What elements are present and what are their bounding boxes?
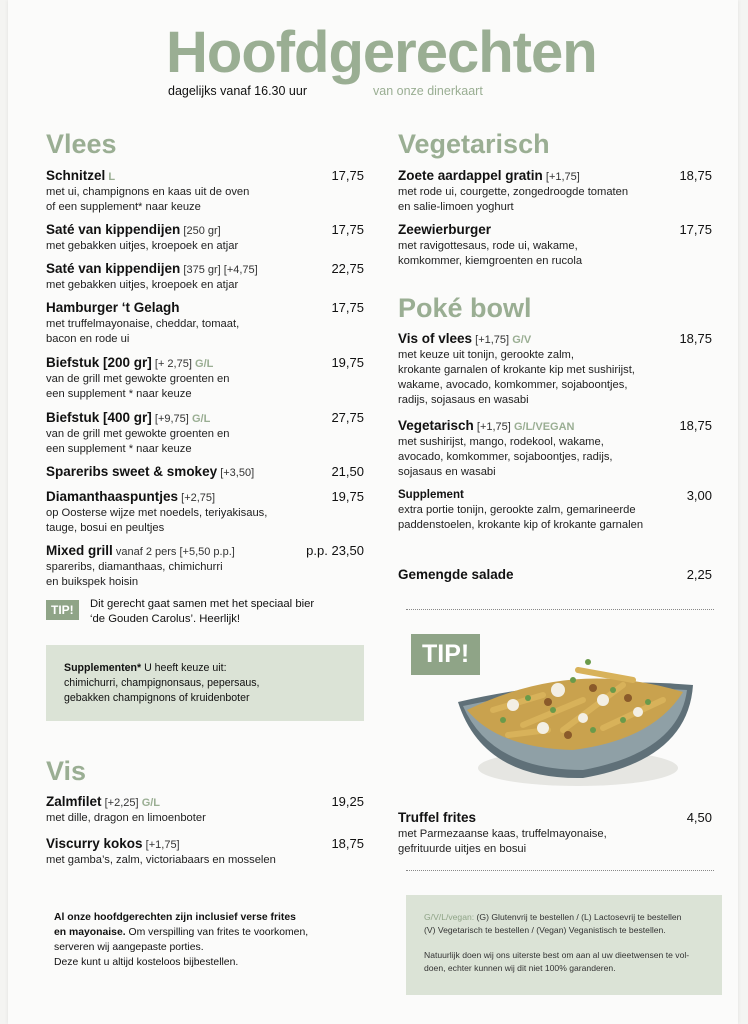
item-name: Truffel frites	[398, 810, 477, 825]
menu-item	[46, 543, 235, 590]
item-price: 4,50	[686, 810, 712, 825]
supplements-intro: U heeft keuze uit:	[141, 662, 227, 674]
tip-badge-large: TIP!	[411, 634, 480, 675]
menu-item	[46, 464, 254, 481]
item-price: 19,25	[331, 794, 364, 809]
item-name: Supplement	[398, 489, 464, 501]
item-supplement-price: [+2,25]	[104, 797, 139, 809]
item-price: 17,75	[331, 168, 364, 183]
item-name: Hamburger ‘t Gelagh	[46, 300, 180, 315]
diet-tag: G/L	[191, 413, 211, 425]
item-name: Vis of vlees	[398, 331, 473, 346]
item-supplement-price: [+ 2,75]	[154, 358, 192, 370]
item-supplement-price: [+9,75]	[154, 413, 189, 425]
item-price: 2,25	[686, 567, 712, 582]
item-price: 18,75	[331, 836, 364, 851]
item-name: Saté van kippendijen	[46, 261, 181, 276]
menu-item	[398, 418, 613, 480]
diet-tag: L	[108, 171, 116, 183]
supplements-list: chimichurri, champignonsaus, pepersaus, gebakken champignons of kruidenboter	[64, 677, 260, 704]
item-description: van de grill met gewokte groenten en een supplement * naar keuze	[46, 373, 230, 400]
item-description: met Parmezaanse kaas, truffelmayonaise, gefrituurde uitjes en bosui	[398, 828, 607, 855]
item-price: 19,75	[331, 355, 364, 370]
item-description: met keuze uit tonijn, gerookte zalm, krokante garnalen of krokante kip met sushirijst, wakame, avocado, komkommer, sojaboontjes, radijs, sojasaus en wasabi	[398, 349, 635, 406]
section-heading-vegetarisch: Vegetarisch	[398, 129, 550, 159]
item-price: 17,75	[679, 222, 712, 237]
item-name: Viscurry kokos	[46, 836, 143, 851]
menu-item	[398, 168, 628, 215]
tip-text: Dit gerecht gaat samen met het speciaal bier ‘de Gouden Carolus’. Heerlijk!	[90, 598, 315, 625]
diet-tag: G/V	[512, 334, 532, 346]
supplements-text	[64, 661, 260, 706]
item-supplement-price: [+2,75]	[181, 492, 216, 504]
item-description: met rode ui, courgette, zongedroogde tomaten en salie-limoen yoghurt	[398, 186, 629, 213]
item-price: 27,75	[331, 410, 364, 425]
menu-item	[46, 168, 249, 215]
item-price: 18,75	[679, 331, 712, 346]
diet-tag: G/L/VEGAN	[513, 421, 575, 433]
menu-item	[46, 261, 258, 293]
menu-item	[46, 355, 229, 402]
item-description: met ui, champignons en kaas uit de oven of een supplement* naar keuze	[46, 186, 250, 213]
menu-item	[46, 794, 206, 826]
supplements-box	[46, 645, 364, 721]
item-portion: [375 gr] [+4,75]	[183, 264, 258, 276]
item-price: 18,75	[679, 168, 712, 183]
item-description: met ravigottesaus, rode ui, wakame, komkommer, kiemgroenten en rucola	[398, 240, 583, 267]
subtitle-time: dagelijks vanaf 16.30 uur	[168, 84, 307, 98]
item-name: Gemengde salade	[398, 567, 514, 582]
diet-tag: G/L	[195, 358, 214, 370]
menu-item	[46, 410, 229, 457]
item-name: Zoete aardappel gratin	[398, 168, 543, 183]
item-price: 17,75	[331, 300, 364, 315]
item-price: 18,75	[679, 418, 712, 433]
menu-page	[8, 0, 738, 1024]
supplements-label: Supplementen*	[64, 662, 142, 674]
item-supplement-price: [+1,75]	[475, 334, 510, 346]
item-name: Diamanthaaspuntjes	[46, 489, 179, 504]
item-supplement-price: [+3,50]	[220, 467, 255, 479]
item-name: Biefstuk [200 gr]	[46, 355, 152, 370]
legend-text	[424, 911, 681, 936]
menu-item	[46, 222, 238, 254]
item-supplement-price: [+1,75]	[476, 421, 511, 433]
legend-label: G/V/L/vegan:	[424, 912, 475, 922]
menu-item	[398, 331, 635, 408]
item-price: 22,75	[331, 261, 364, 276]
item-name: Zeewierburger	[398, 222, 492, 237]
item-price: 3,00	[686, 488, 712, 503]
section-heading-poke-bowl: Poké bowl	[398, 293, 532, 323]
menu-item	[398, 810, 607, 857]
item-supplement-price: [+1,75]	[145, 839, 180, 851]
item-portion: [250 gr]	[183, 225, 221, 237]
footnote-rest: Om verspilling van frites te voorkomen, serveren wij aangepaste porties. Deze kunt u altijd kosteloos bijbestellen.	[54, 927, 309, 968]
section-heading-vis: Vis	[46, 756, 87, 786]
footnote	[54, 910, 308, 970]
diet-tag: G/L	[141, 797, 161, 809]
menu-item	[46, 836, 276, 868]
divider	[406, 609, 714, 610]
item-description: met sushirijst, mango, rodekool, wakame, avocado, komkommer, sojaboontjes, radijs, sojasaus en wasabi	[398, 436, 613, 478]
item-price: 19,75	[331, 489, 364, 504]
item-description: op Oosterse wijze met noedels, teriyakisaus, tauge, bosui en peultjes	[46, 507, 268, 534]
item-name: Spareribs sweet & smokey	[46, 464, 218, 479]
item-name: Vegetarisch	[398, 418, 474, 433]
item-price: 17,75	[331, 222, 364, 237]
item-description: extra portie tonijn, gerookte zalm, gemarineerde paddenstoelen, krokante kip of krokante garnalen	[398, 504, 644, 531]
truffle-fries-photo	[453, 640, 698, 800]
item-description: met gamba’s, zalm, victoriabaars en mosselen	[46, 854, 276, 866]
diet-legend-box	[406, 895, 722, 995]
legend-disclaimer: Natuurlijk doen wij ons uiterste best om aan al uw dieetwensen te vol- doen, echter kunnen wij dit niet 100% garanderen.	[424, 950, 690, 973]
item-description: spareribs, diamanthaas, chimichurri en buikspek hoisin	[46, 561, 223, 588]
item-description: met dille, dragon en limoenboter	[46, 812, 206, 824]
item-name: Biefstuk [400 gr]	[46, 410, 152, 425]
item-name: Mixed grill	[46, 543, 113, 558]
item-name: Saté van kippendijen	[46, 222, 181, 237]
item-description: van de grill met gewokte groenten en een supplement * naar keuze	[46, 428, 230, 455]
item-description: met truffelmayonaise, cheddar, tomaat, bacon en rode ui	[46, 318, 240, 345]
item-name: Zalmfilet	[46, 794, 102, 809]
tip-badge: TIP!	[46, 600, 79, 620]
divider	[406, 870, 714, 871]
menu-item	[46, 489, 267, 536]
item-description: met gebakken uitjes, kroepoek en atjar	[46, 240, 239, 252]
item-price: 21,50	[331, 464, 364, 479]
item-name: Schnitzel	[46, 168, 106, 183]
legend-line-1: (G) Glutenvrij te bestellen / (L) Lactosevrij te bestellen (V) Vegetarisch te bestellen / (Vegan) Veganistisch te bestellen.	[424, 912, 682, 935]
menu-item	[398, 567, 514, 584]
item-price: p.p. 23,50	[306, 543, 364, 558]
page-title: Hoofdgerechten	[166, 20, 597, 85]
item-supplement-price: [+1,75]	[545, 171, 580, 183]
item-supplement-price: vanaf 2 pers [+5,50 p.p.]	[115, 546, 235, 558]
subtitle-source: van onze dinerkaart	[373, 84, 483, 98]
section-heading-vlees: Vlees	[46, 129, 117, 159]
menu-item	[398, 488, 643, 533]
menu-item	[398, 222, 582, 269]
footnote-bold: Al onze hoofdgerechten zijn inclusief verse frites en mayonaise.	[54, 912, 296, 938]
item-description: met gebakken uitjes, kroepoek en atjar	[46, 279, 239, 291]
menu-item	[46, 300, 239, 347]
